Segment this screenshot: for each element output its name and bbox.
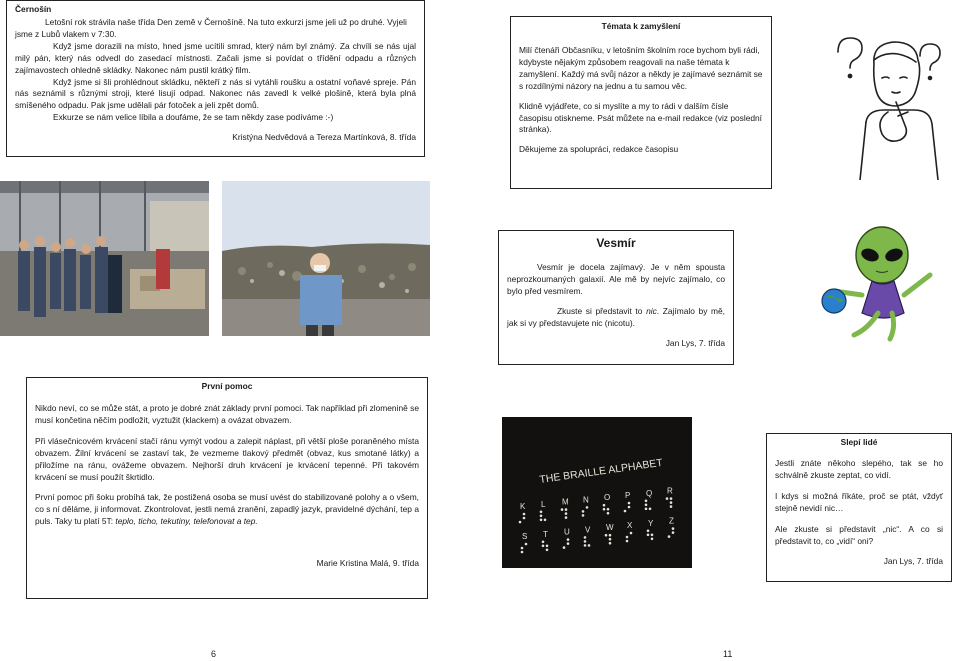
vesmir-paragraph-1: Vesmír je docela zajímavý. Je v něm spousta neprozkoumaných galaxií. Ale mě by nejvíc zajímalo, co bylo před vesmírem. [507,262,725,296]
braille-dot [624,510,627,513]
cernosin-title: Černošín [15,4,52,14]
braille-dot [540,519,543,522]
prvni-pomoc-paragraph-1: Nikdo neví, co se může stát, a proto je dobré znát základy první pomoci. Tak například při zlomenině se musí končetina něčím podložit, vyztužit (klackem) a ovázat obvazem. [35,402,419,425]
braille-dot [523,517,526,520]
braille-dot [626,536,629,539]
slepi-lide-paragraph-3: Ale zkuste si představit „nic“. A co si představit to, co „vidí“ oni? [775,523,943,546]
braille-dot [670,501,673,504]
braille-dot [584,536,587,539]
braille-dot [605,534,608,537]
prvni-pomoc-p3-text: První pomoc při šoku probíhá tak, že postižená osoba se musí uvést do stabilizované polohy a o všem, co s ní děláme, ji informovat. Zkontrolovat, jestli nemá zranění, zapadlý jazyk, pravidelné dýchání, tep a puls. Taky tu platí 5T: [35,492,419,527]
braille-letter: N [583,495,589,505]
braille-dot [542,545,545,548]
prvni-pomoc-title: První pomoc [201,381,253,391]
braille-dot [645,508,648,511]
braille-dot [588,544,591,547]
page-number-right: 11 [723,649,733,659]
cernosin-paragraph-1: Letošní rok strávila naše třída Den země v Černošíně. Na tuto exkurzi jsme jeli už po druhé. Vyjeli jsme z Lubů vlakem v 7:30. [15,16,407,39]
braille-dot [672,531,675,534]
slepi-lide-author: Jan Lys, 7. třída [883,556,943,567]
vesmir-p2-start: Zkuste si představit to [557,305,647,316]
braille-dot [565,516,568,519]
braille-dot [540,511,543,514]
braille-letter: W [606,523,614,533]
prvni-pomoc-p3-5t: teplo, ticho, tekutiny, telefonovat a tep. [115,516,258,527]
vesmir-p2-nic: nic [646,305,657,316]
braille-letter: K [520,502,526,511]
braille-dot [607,508,610,511]
braille-dot [521,547,524,550]
cernosin-author: Kristýna Nedvědová a Tereza Martínková, 8. třída [232,132,416,143]
vesmir-author: Jan Lys, 7. třída [665,337,725,348]
braille-dot [607,512,610,515]
braille-dot [565,512,568,515]
braille-dot [542,541,545,544]
prvni-pomoc-paragraph-2: Při vlásečnicovém krvácení stačí ránu vymýt vodou a zalepit náplast, při větší ploše poraněného místa obvazem. Žilní krvácení se zastaví tak, že vezmeme tlakový předmět (obvaz, kus smotané látky) a přiložíme na ránu, ovážeme obvazem. Nejhorší druh krvácení je krvácení tepenné. Při takovém krvácení se musí použít škrtidlo. [35,435,419,482]
braille-dot [666,497,669,500]
temata-article [510,16,772,189]
page-number-left: 6 [211,649,217,659]
braille-dot [630,532,633,535]
braille-dot [651,538,654,541]
braille-letter: V [585,525,591,535]
braille-dot [584,540,587,543]
braille-dot [628,502,631,505]
alien-illustration [812,225,952,345]
braille-dot [561,508,564,511]
braille-alphabet-photo [502,417,692,568]
braille-dot [565,508,568,511]
braille-dot [670,497,673,500]
cernosin-paragraph-2: Když jsme dorazili na místo, hned jsme ucítili smrad, který nám byl známý. Za chvíli se nás ujal milý pán, který nás odvedl do zasedací místnosti. Začali jsme si povídat o třídění odpadu a různých zajímavostech ohledně skládky. Nakonec nám pustil krátký film. [15,40,416,75]
braille-dot [647,530,650,533]
vesmir-article [498,230,734,365]
braille-dot [603,508,606,511]
braille-letter: P [625,491,631,500]
braille-letter: X [627,521,633,530]
temata-paragraph-2: Klidně vyjádřete, co si myslíte a my to rádi v dalším čísle časopisu otiskneme. Psát můžete na e-mail redakce (viz poslední stránka). [519,100,762,135]
vesmir-paragraph-2 [507,306,725,330]
braille-dot [546,545,549,548]
braille-letter: Z [669,516,674,526]
braille-dot [626,540,629,543]
braille-dot [546,549,549,552]
braille-dot [519,521,522,524]
braille-dot [645,500,648,503]
braille-dot [584,544,587,547]
temata-paragraph-3: Děkujeme za spolupráci, redakce časopisu [519,144,679,155]
braille-dot [649,508,652,511]
temata-title: Témata k zamyšlení [601,21,681,31]
braille-dot [567,538,570,541]
braille-dot [523,513,526,516]
braille-dot [609,542,612,545]
braille-dot [563,546,566,549]
braille-dot [628,506,631,509]
slepi-lide-article [766,433,952,582]
temata-paragraph-1: Milí čtenáři Občasníku, v letošním školním roce bychom byli rádi, kdybyste nějakým způsobem reagovali na naše témata k zamyšlení. Každý má svůj názor a někdy je zajímavé seznámit se s rozdílnými názory na jednu a tu samou věc. [519,44,763,91]
braille-heading: THE BRAILLE ALPHABET [538,456,664,486]
braille-dot [670,505,673,508]
braille-letter: S [522,532,528,541]
braille-dot [521,551,524,554]
braille-dot [609,538,612,541]
braille-dot [582,510,585,513]
prvni-pomoc-article [26,377,428,599]
braille-dot [540,515,543,518]
braille-dot [525,543,528,546]
slepi-lide-paragraph-1: Jestli znáte někoho slepého, tak se ho schválně zkuste zeptat, co vidí. [775,457,943,480]
prvni-pomoc-paragraph-3 [35,492,419,528]
vesmir-p2-end: . Zajímalo by mě, jak si vy představujete nic (nicotu). [507,305,725,328]
vesmir-title: Vesmír [596,236,636,250]
landfill-photo [222,181,430,336]
braille-letter: T [543,529,548,539]
braille-letter: Q [646,488,653,498]
braille-dot [544,519,547,522]
braille-letter: R [667,486,673,496]
braille-letter: L [541,499,546,509]
braille-dot [645,504,648,507]
slepi-lide-paragraph-2: I kdys si možná říkáte, proč se ptát, vždyť stejně nevidí nic… [775,490,943,513]
recycling-plant-photo [0,181,209,336]
prvni-pomoc-author: Marie Kristina Malá, 9. třída [316,558,419,569]
braille-dot [647,534,650,537]
braille-letter: Y [648,518,654,528]
braille-dot [668,535,671,538]
cernosin-paragraph-3: Když jsme si šli prohlédnout skládku, někteří z nás si vytáhli roušku a ostatní voňavé spreje. Pán nás seznámil s různými stroji, které lisují odpad. Nakonec nás zavedl k velké plošině, která byla plná smíšeného odpadu. Pak jsme udělali pár fotoček a jeli zpět domů. [15,76,416,111]
braille-dot [651,534,654,537]
braille-dot [567,542,570,545]
braille-letter: U [564,527,570,537]
braille-dot [582,514,585,517]
cernosin-article [6,0,425,157]
braille-letter: M [562,497,569,507]
thinking-boy-illustration [822,20,954,180]
braille-letter: O [604,493,611,503]
braille-dot [609,534,612,537]
braille-dot [603,504,606,507]
slepi-lide-title: Slepí lidé [840,437,878,447]
braille-dot [586,506,589,509]
cernosin-paragraph-4: Exkurze se nám velice líbila a doufáme, že se tam někdy zase podíváme :-) [53,112,334,123]
braille-dot [672,527,675,530]
